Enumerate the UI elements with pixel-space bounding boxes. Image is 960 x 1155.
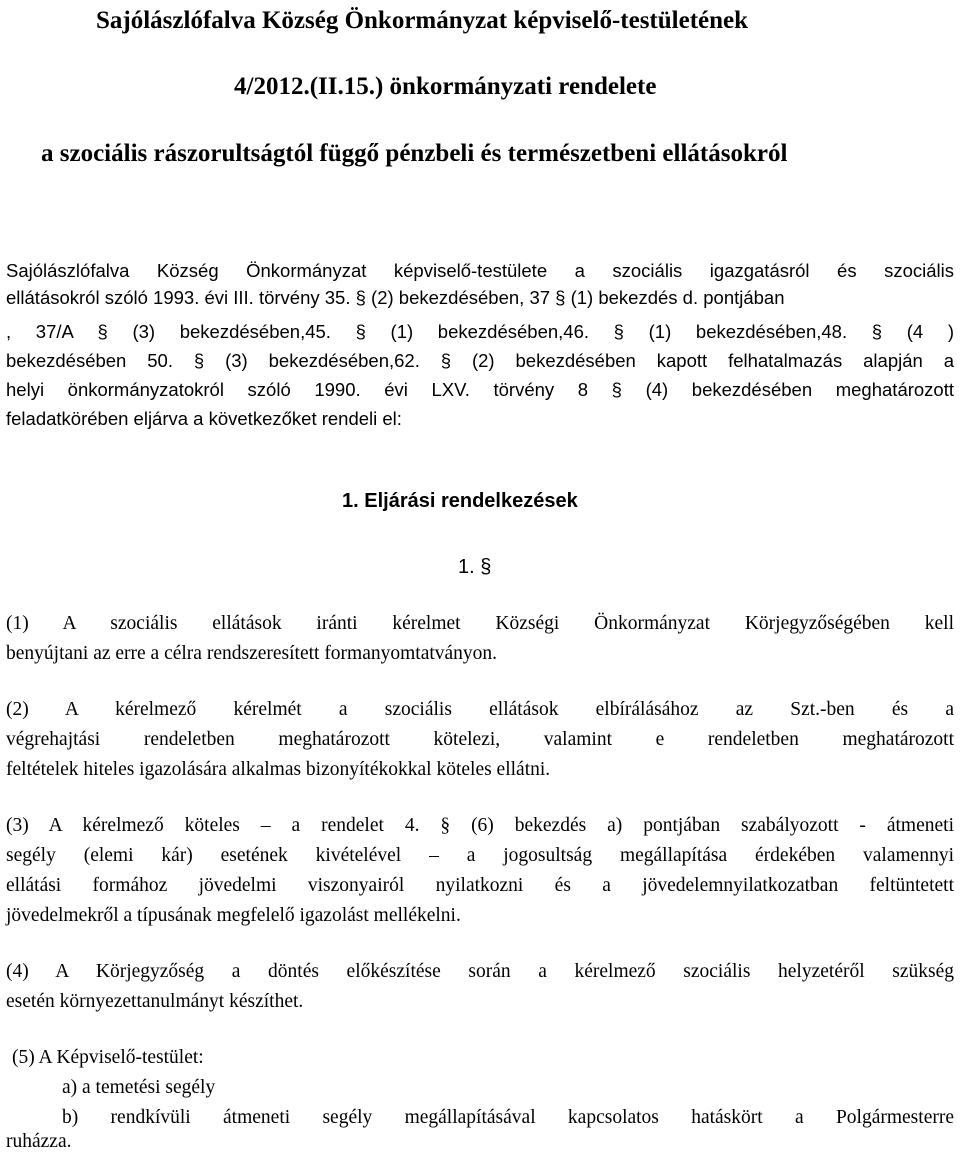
chapter-heading: 1. Eljárási rendelkezések (342, 490, 578, 512)
section-heading: 1. § (458, 556, 492, 578)
title-line-2: 4/2012.(II.15.) önkormányzati rendelete (234, 73, 657, 100)
paragraph-5-intro: (5) A Képviselő-testület: (12, 1047, 204, 1068)
preamble-line-3: , 37/A § (3) bekezdésében,45. § (1) bekezdésében,46. § (1) bekezdésében,48. § (4 ) (6, 321, 954, 342)
paragraph-5-item-b: b) rendkívüli átmeneti segély megállapításával kapcsolatos hatáskört a Polgármesterre (62, 1107, 954, 1128)
paragraph-5-item-b-continuation: ruházza. (6, 1131, 72, 1152)
paragraph-2-line-2: végrehajtási rendeletben meghatározott kötelezi, valamint e rendeletben meghatározott (6, 729, 954, 750)
paragraph-1-line-1: (1) A szociális ellátások iránti kérelmet Községi Önkormányzat Körjegyzőségében kell (6, 613, 954, 634)
paragraph-3-line-3: ellátási formához jövedelmi viszonyairól nyilatkozni és a jövedelemnyilatkozatban feltüntetett (6, 875, 954, 896)
title-line-1: Sajólászlófalva Község Önkormányzat képviselő-testületének (96, 7, 749, 34)
preamble-line-6: feladatkörében eljárva a következőket rendeli el: (6, 408, 402, 429)
preamble-line-4: bekezdésében 50. § (3) bekezdésében,62. § (2) bekezdésében kapott felhatalmazás alapján a (6, 350, 954, 371)
paragraph-3-line-4: jövedelmekről a típusának megfelelő igazolást mellékelni. (6, 905, 461, 926)
preamble-line-1: Sajólászlófalva Község Önkormányzat képviselő-testülete a szociális igazgatásról és szociális (6, 260, 954, 281)
paragraph-2-line-3: feltételek hiteles igazolására alkalmas bizonyítékokkal köteles ellátni. (6, 759, 551, 780)
paragraph-4-line-1: (4) A Körjegyzőség a döntés előkészítése során a kérelmező szociális helyzetéről szükség (6, 961, 954, 982)
paragraph-2-line-1: (2) A kérelmező kérelmét a szociális ellátások elbírálásához az Szt.-ben és a (6, 699, 954, 720)
preamble-line-2: ellátásokról szóló 1993. évi III. törvény 35. § (2) bekezdésében, 37 § (1) bekezdés d. pontjában (6, 287, 785, 308)
paragraph-3-line-2: segély (elemi kár) esetének kivételével – a jogosultság megállapítása érdekében valamennyi (6, 845, 954, 866)
paragraph-4-line-2: esetén környezettanulmányt készíthet. (6, 991, 304, 1012)
title-line-3: a szociális rászorultságtól függő pénzbeli és természetbeni ellátásokról (41, 140, 788, 167)
paragraph-5-item-a: a) a temetési segély (62, 1077, 216, 1098)
preamble-line-5: helyi önkormányzatokról szóló 1990. évi LXV. törvény 8 § (4) bekezdésében meghatározott (6, 379, 954, 400)
paragraph-1-line-2: benyújtani az erre a célra rendszeresített formanyomtatványon. (6, 643, 498, 664)
paragraph-3-line-1: (3) A kérelmező köteles – a rendelet 4. § (6) bekezdés a) pontjában szabályozott - átmeneti (6, 815, 954, 836)
